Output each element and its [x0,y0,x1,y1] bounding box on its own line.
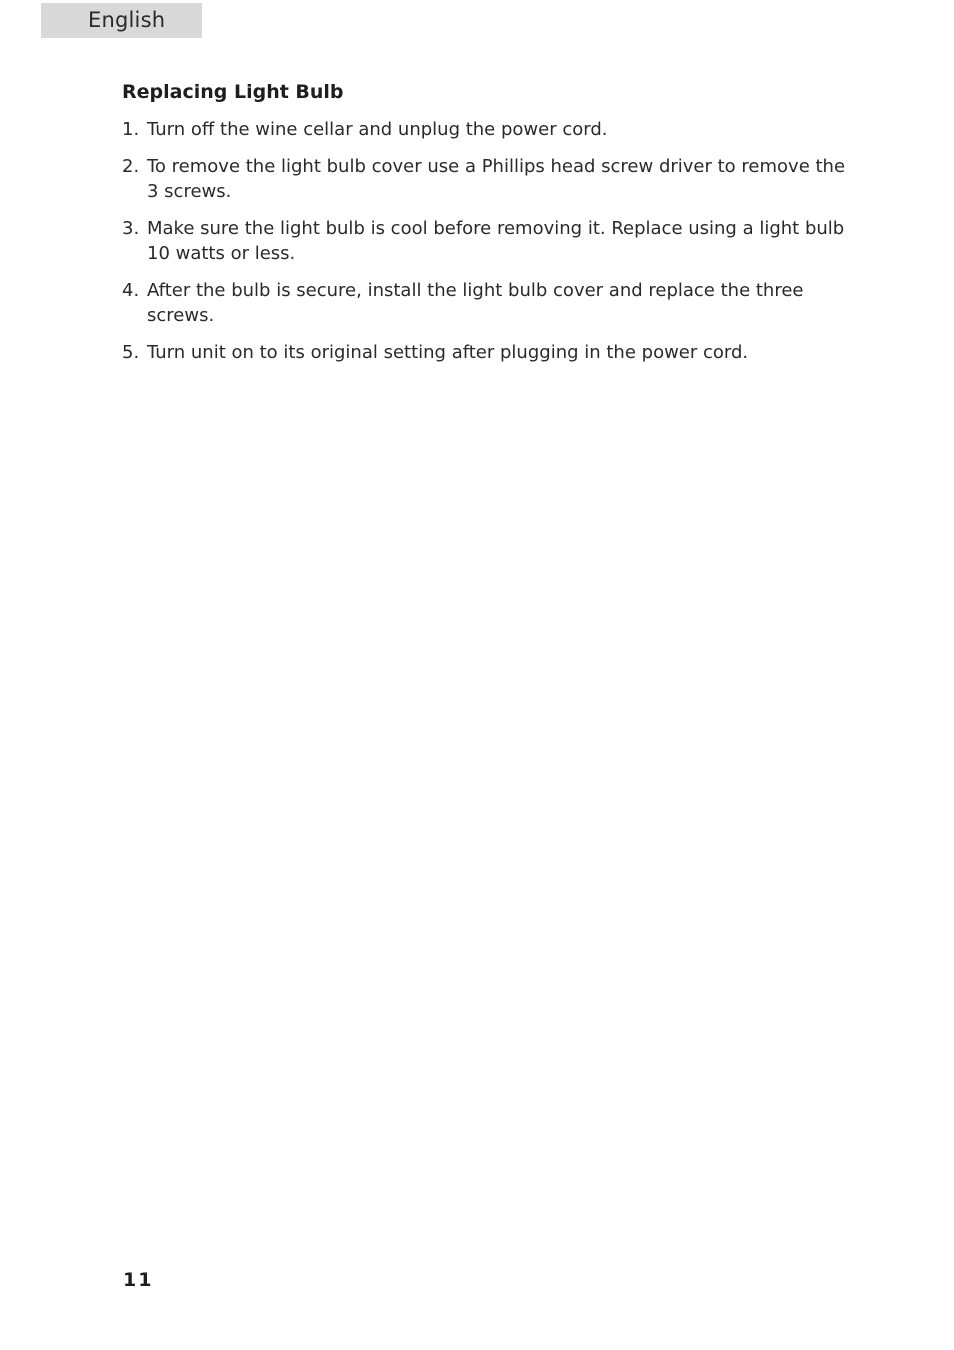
step-number: 1. [122,119,140,140]
step-text: Turn unit on to its original setting after plugging in the power cord. [147,342,749,363]
instruction-step-4 [122,278,852,328]
instruction-step-2 [122,154,852,204]
page-number: 11 [123,1269,154,1291]
step-text: Make sure the light bulb is cool before removing it. Replace using a light bulb 10 watts or less. [147,218,845,264]
step-text: To remove the light bulb cover use a Phillips head screw driver to remove the 3 screws. [147,156,846,202]
language-tab-label: English [88,8,166,32]
section-title: Replacing Light Bulb [122,81,344,103]
language-tab [41,3,202,38]
step-number: 5. [122,342,140,363]
instruction-step-3 [122,216,852,266]
step-number: 2. [122,156,140,177]
instruction-list [122,117,852,377]
step-text: After the bulb is secure, install the light bulb cover and replace the three screws. [147,280,804,326]
step-number: 3. [122,218,140,239]
step-number: 4. [122,280,140,301]
step-text: Turn off the wine cellar and unplug the power cord. [147,119,608,140]
instruction-step-5 [122,340,852,365]
instruction-step-1 [122,117,852,142]
